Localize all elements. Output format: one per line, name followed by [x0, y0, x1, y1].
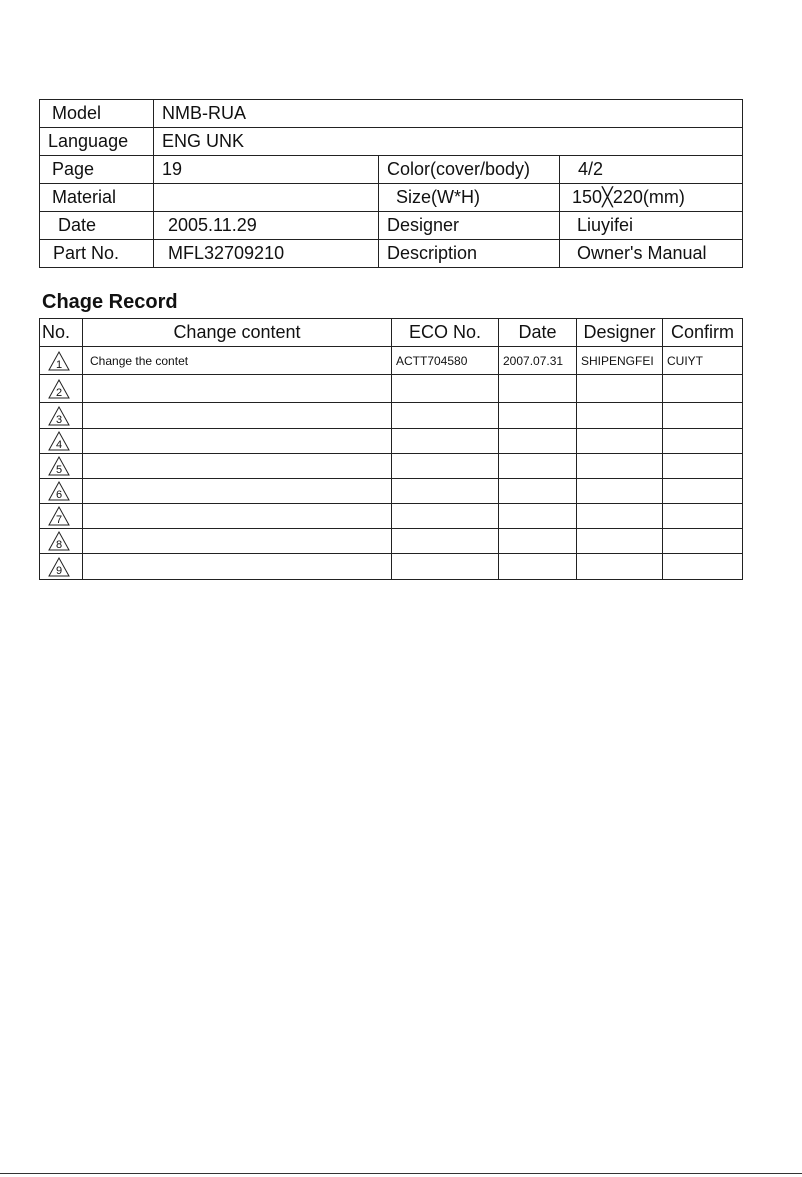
- revision-triangle-icon: [48, 557, 70, 577]
- change-date-cell: [499, 454, 577, 479]
- change-designer-cell: [577, 529, 663, 554]
- info-row-material: [40, 184, 743, 212]
- row-number-cell: [40, 554, 83, 580]
- confirm-cell: [663, 479, 743, 504]
- eco-no-cell: [392, 529, 499, 554]
- date-label: Date: [40, 212, 154, 240]
- eco-no-cell: [392, 403, 499, 429]
- revision-triangle-icon: [48, 506, 70, 526]
- info-row-date: [40, 212, 743, 240]
- change-designer-cell: [577, 504, 663, 529]
- color-label: Color(cover/body): [379, 156, 560, 184]
- table-row: [40, 479, 743, 504]
- change-date-cell: [499, 429, 577, 454]
- designer-value: Liuyifei: [560, 212, 743, 240]
- revision-number: 7: [55, 514, 63, 526]
- row-number-cell: [40, 429, 83, 454]
- language-label: Language: [40, 128, 154, 156]
- change-record-table: [39, 318, 743, 580]
- table-row: [40, 403, 743, 429]
- material-value: [154, 184, 379, 212]
- date-value: 2005.11.29: [154, 212, 379, 240]
- row-number-cell: [40, 529, 83, 554]
- record-header-row: [40, 319, 743, 347]
- change-content-cell: [83, 429, 392, 454]
- revision-number: 8: [55, 539, 63, 551]
- table-row: [40, 454, 743, 479]
- color-value: 4/2: [560, 156, 743, 184]
- change-designer-cell: [577, 479, 663, 504]
- row-number-cell: [40, 454, 83, 479]
- description-label: Description: [379, 240, 560, 268]
- revision-triangle-icon: [48, 351, 70, 371]
- change-designer-cell: [577, 429, 663, 454]
- change-content-cell: [83, 554, 392, 580]
- change-date-cell: [499, 554, 577, 580]
- header-change-content: Change content: [83, 319, 392, 347]
- table-row: [40, 375, 743, 403]
- change-content-cell: [83, 504, 392, 529]
- designer-label: Designer: [379, 212, 560, 240]
- revision-number: 6: [55, 489, 63, 501]
- eco-no-cell: ACTT704580: [392, 347, 499, 375]
- change-content-cell: [83, 375, 392, 403]
- change-date-cell: 2007.07.31: [499, 347, 577, 375]
- revision-number: 3: [55, 413, 63, 426]
- revision-number: 9: [55, 564, 63, 577]
- change-date-cell: [499, 403, 577, 429]
- row-number-cell: [40, 347, 83, 375]
- revision-number: 1: [55, 358, 63, 371]
- confirm-cell: [663, 504, 743, 529]
- confirm-cell: [663, 429, 743, 454]
- info-row-page: [40, 156, 743, 184]
- record-body: [40, 347, 743, 580]
- confirm-cell: [663, 403, 743, 429]
- revision-number: 2: [55, 386, 63, 399]
- table-row: [40, 347, 743, 375]
- change-designer-cell: SHIPENGFEI: [577, 347, 663, 375]
- header-eco-no: ECO No.: [392, 319, 499, 347]
- change-date-cell: [499, 504, 577, 529]
- page-value: 19: [154, 156, 379, 184]
- eco-no-cell: [392, 554, 499, 580]
- table-row: [40, 504, 743, 529]
- eco-no-cell: [392, 504, 499, 529]
- row-number-cell: [40, 375, 83, 403]
- revision-triangle-icon: [48, 531, 70, 551]
- partno-value: MFL32709210: [154, 240, 379, 268]
- change-content-cell: [83, 529, 392, 554]
- page-label: Page: [40, 156, 154, 184]
- change-date-cell: [499, 529, 577, 554]
- eco-no-cell: [392, 375, 499, 403]
- size-value: 150╳220(mm): [560, 184, 743, 212]
- table-row: [40, 529, 743, 554]
- change-record-title: Chage Record: [42, 291, 178, 313]
- info-row-language: [40, 128, 743, 156]
- revision-triangle-icon: [48, 456, 70, 476]
- change-designer-cell: [577, 375, 663, 403]
- table-row: [40, 429, 743, 454]
- confirm-cell: [663, 454, 743, 479]
- confirm-cell: [663, 554, 743, 580]
- revision-triangle-icon: [48, 431, 70, 451]
- confirm-cell: CUIYT: [663, 347, 743, 375]
- change-date-cell: [499, 375, 577, 403]
- change-content-cell: [83, 454, 392, 479]
- header-designer: Designer: [577, 319, 663, 347]
- change-designer-cell: [577, 554, 663, 580]
- row-number-cell: [40, 504, 83, 529]
- change-content-cell: Change the contet: [83, 347, 392, 375]
- partno-label: Part No.: [40, 240, 154, 268]
- header-date: Date: [499, 319, 577, 347]
- change-designer-cell: [577, 454, 663, 479]
- spec-info-table: [39, 99, 743, 268]
- description-value: Owner's Manual: [560, 240, 743, 268]
- model-value: NMB-RUA: [154, 100, 743, 128]
- revision-triangle-icon: [48, 406, 70, 426]
- row-number-cell: [40, 403, 83, 429]
- eco-no-cell: [392, 479, 499, 504]
- eco-no-cell: [392, 454, 499, 479]
- model-label: Model: [40, 100, 154, 128]
- header-no: No.: [40, 319, 83, 347]
- confirm-cell: [663, 529, 743, 554]
- revision-triangle-icon: [48, 481, 70, 501]
- eco-no-cell: [392, 429, 499, 454]
- revision-number: 5: [55, 464, 63, 476]
- material-label: Material: [40, 184, 154, 212]
- change-content-cell: [83, 403, 392, 429]
- change-date-cell: [499, 479, 577, 504]
- confirm-cell: [663, 375, 743, 403]
- revision-triangle-icon: [48, 379, 70, 399]
- table-row: [40, 554, 743, 580]
- revision-number: 4: [55, 439, 63, 451]
- header-confirm: Confirm: [663, 319, 743, 347]
- page-bottom-rule: [0, 1173, 802, 1174]
- info-row-partno: [40, 240, 743, 268]
- row-number-cell: [40, 479, 83, 504]
- language-value: ENG UNK: [154, 128, 743, 156]
- info-row-model: [40, 100, 743, 128]
- change-designer-cell: [577, 403, 663, 429]
- size-label: Size(W*H): [379, 184, 560, 212]
- change-content-cell: [83, 479, 392, 504]
